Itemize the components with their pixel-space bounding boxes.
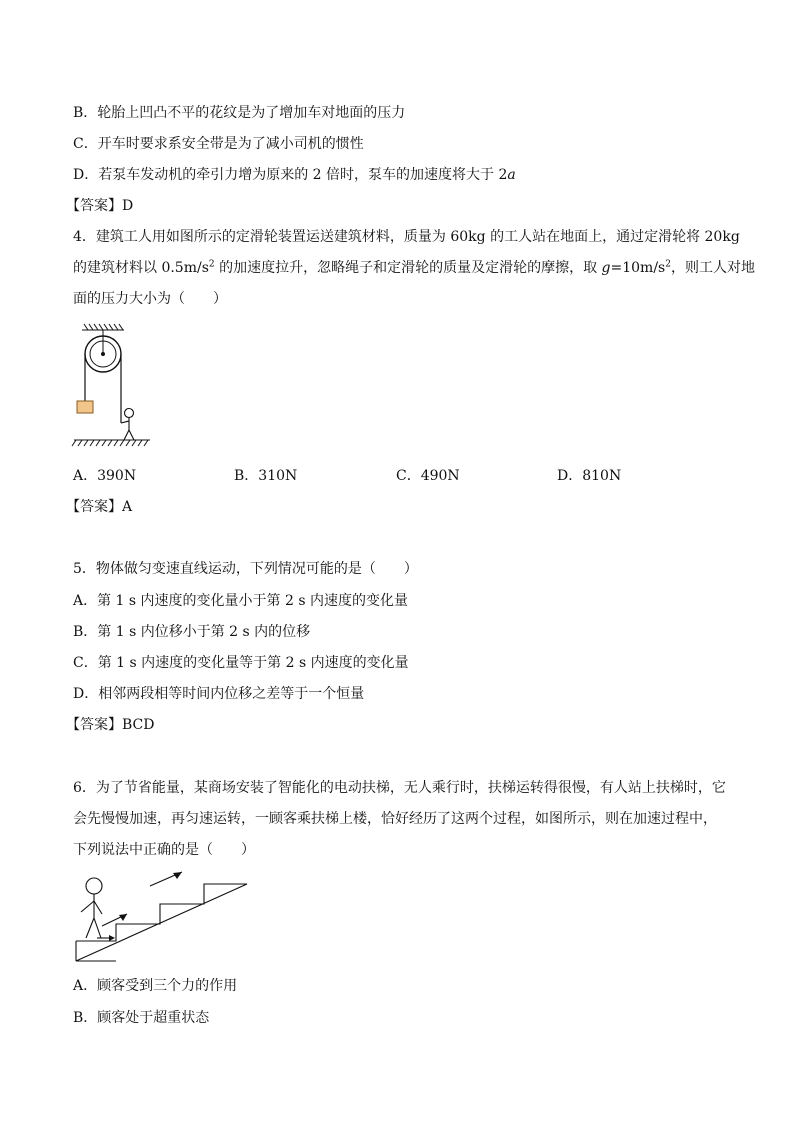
q6-stem-line3: 下列说法中正确的是（ ） <box>73 842 255 858</box>
q4-stem-line2: 的建筑材料以 $0.5m/s^2$ 的加速度拉升，忽略绳子和定滑轮的质量及定滑轮的摩擦，取 $g=10m/s^2$，则工人对地 <box>73 259 755 276</box>
building-material-block <box>77 401 93 413</box>
q5-stem: 5．物体做匀变速直线运动，下列情况可能的是（ ） <box>73 561 418 577</box>
q5-option-b: B．第 1 s 内位移小于第 2 s 内的位移 <box>73 624 311 640</box>
q5-option-c: C．第 1 s 内速度的变化量等于第 2 s 内速度的变化量 <box>73 655 409 671</box>
q6-stem-line1: 6．为了节省能量，某商场安装了智能化的电动扶梯，无人乘行时，扶梯运转得很慢，有人站上扶梯时，它 <box>73 780 726 796</box>
q6-option-a: A．顾客受到三个力的作用 <box>73 978 238 994</box>
q5-option-a: A．第 1 s 内速度的变化量小于第 2 s 内速度的变化量 <box>73 593 408 609</box>
q4-option-b: B．310N <box>234 468 298 484</box>
q4-stem-line1: 4．建筑工人用如图所示的定滑轮装置运送建筑材料，质量为 60kg 的工人站在地面上，通过定滑轮将 20kg <box>73 229 740 245</box>
q3-option-c: C．开车时要求系安全带是为了减小司机的惯性 <box>73 136 364 152</box>
q4-stem-line3: 面的压力大小为（ ） <box>73 291 227 307</box>
q4-option-a: A．390N <box>73 468 137 484</box>
pulley-diagram <box>70 320 155 450</box>
q4-option-d: D．810N <box>557 468 622 484</box>
q3-answer: 【答案】D <box>66 198 134 214</box>
q4-answer: 【答案】A <box>66 499 133 515</box>
q4-option-c: C．490N <box>396 468 460 484</box>
q3-option-b: B．轮胎上凹凸不平的花纹是为了增加车对地面的压力 <box>73 105 406 121</box>
q6-stem-line2: 会先慢慢加速，再匀速运转，一顾客乘扶梯上楼，恰好经历了这两个过程，如图所示，则在加速过程中， <box>73 811 717 827</box>
q6-option-b: B．顾客处于超重状态 <box>73 1010 210 1026</box>
q3-option-d: D．若泵车发动机的牵引力增为原来的 2 倍时，泵车的加速度将大于 2a <box>73 167 516 183</box>
worker-figure <box>121 409 134 441</box>
q5-option-d: D．相邻两段相等时间内位移之差等于一个恒量 <box>73 686 365 702</box>
escalator-diagram <box>72 868 252 968</box>
q5-answer: 【答案】BCD <box>66 717 155 733</box>
